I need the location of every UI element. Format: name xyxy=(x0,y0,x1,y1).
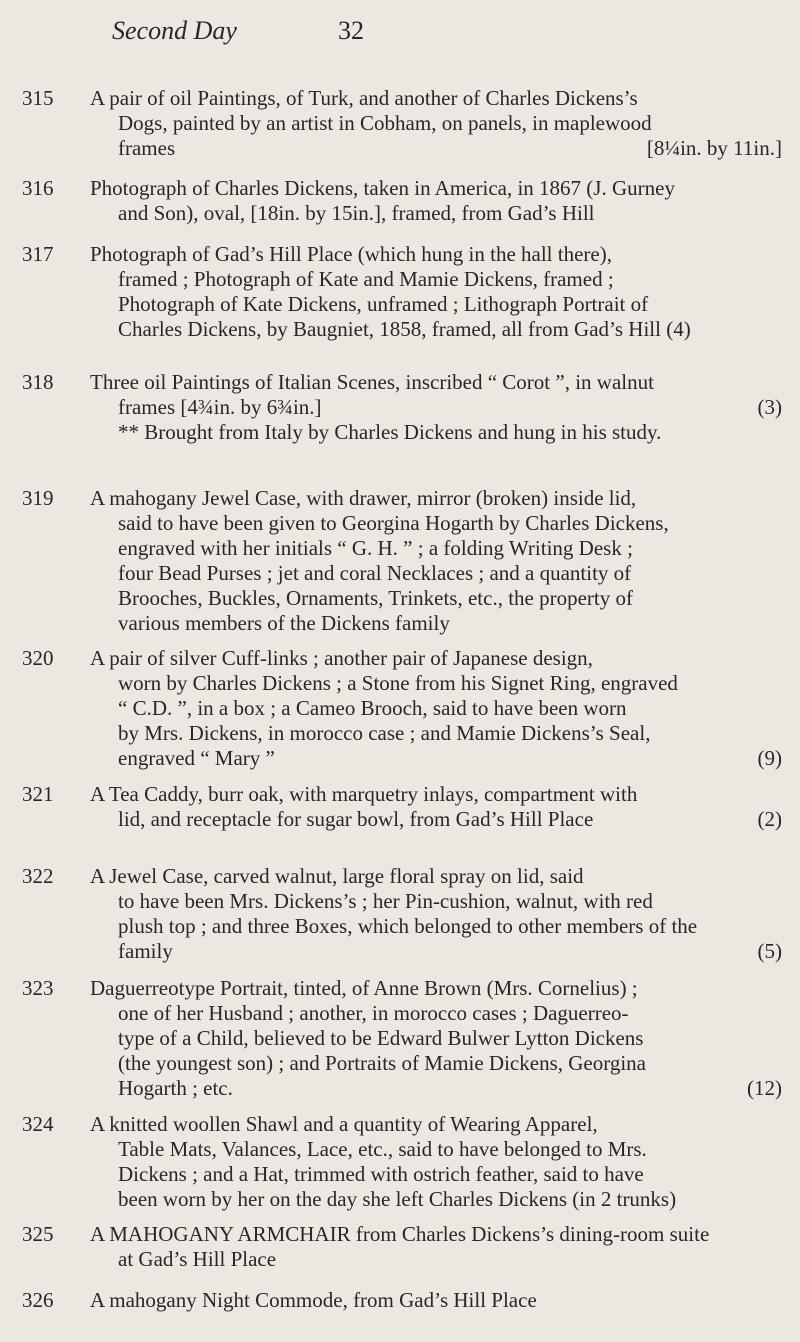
lot-continuation-line xyxy=(90,1162,782,1187)
lot-continuation-line xyxy=(90,536,782,561)
lot-number: 320 xyxy=(22,646,54,670)
lot-first-line: A Tea Caddy, burr oak, with marquetry inlays, compartment with xyxy=(90,782,638,806)
lot-number: 322 xyxy=(22,864,54,888)
lot-line-text: (the youngest son) ; and Portraits of Mamie Dickens, Georgina xyxy=(118,1051,647,1075)
lot-description xyxy=(90,1288,782,1313)
lot-continuation-line xyxy=(90,914,782,939)
lot-continuation-line xyxy=(90,939,782,964)
lot-line-text: engraved “ Mary ” xyxy=(118,746,275,770)
lot-first-line: A Jewel Case, carved walnut, large floral spray on lid, said xyxy=(90,864,584,888)
lot-entry xyxy=(22,1222,782,1272)
lot-line-text: at Gad’s Hill Place xyxy=(118,1247,277,1271)
lot-continuation-line xyxy=(90,511,782,536)
lot-first-line: A pair of silver Cuff-links ; another pair of Japanese design, xyxy=(90,646,593,670)
lot-continuation-line xyxy=(90,807,782,832)
lot-quantity: (3) xyxy=(757,395,782,419)
lot-first-line: A mahogany Night Commode, from Gad’s Hill Place xyxy=(90,1288,537,1312)
lot-line-text: Charles Dickens, by Baugniet, 1858, framed, all from Gad’s Hill (4) xyxy=(118,317,691,341)
lot-continuation-line xyxy=(90,746,782,771)
lot-first-line: A knitted woollen Shawl and a quantity of Wearing Apparel, xyxy=(90,1112,598,1136)
lot-line-text: been worn by her on the day she left Charles Dickens (in 2 trunks) xyxy=(118,1187,677,1211)
lot-line-text: “ C.D. ”, in a box ; a Cameo Brooch, said to have been worn xyxy=(118,696,627,720)
lot-continuation-line xyxy=(90,111,782,136)
lot-line-text: Dickens ; and a Hat, trimmed with ostrich feather, said to have xyxy=(118,1162,644,1186)
lot-line-text: by Mrs. Dickens, in morocco case ; and Mamie Dickens’s Seal, xyxy=(118,721,651,745)
lot-number: 324 xyxy=(22,1112,54,1136)
lot-entry xyxy=(22,176,782,226)
lot-quantity: (12) xyxy=(747,1076,782,1100)
lot-line-text: worn by Charles Dickens ; a Stone from his Signet Ring, engraved xyxy=(118,671,678,695)
lot-line-text: frames xyxy=(118,136,176,160)
lot-continuation-line xyxy=(90,395,782,420)
lot-line-text: Hogarth ; etc. xyxy=(118,1076,233,1100)
lot-number: 321 xyxy=(22,782,54,806)
lot-continuation-line xyxy=(90,561,782,586)
lot-first-line: Daguerreotype Portrait, tinted, of Anne Brown (Mrs. Cornelius) ; xyxy=(90,976,638,1000)
lot-description xyxy=(90,976,782,1101)
lot-continuation-line xyxy=(90,292,782,317)
lot-entry xyxy=(22,1288,782,1313)
lot-entry xyxy=(22,976,782,1101)
lot-first-line: A pair of oil Paintings, of Turk, and another of Charles Dickens’s xyxy=(90,86,638,110)
lot-continuation-line xyxy=(90,721,782,746)
lot-continuation-line xyxy=(90,1247,782,1272)
lot-entry xyxy=(22,486,782,636)
lot-line-text: and Son), oval, [18in. by 15in.], framed, from Gad’s Hill xyxy=(118,201,595,225)
lot-description xyxy=(90,370,782,445)
lot-entry xyxy=(22,646,782,771)
lot-first-line: A mahogany Jewel Case, with drawer, mirror (broken) inside lid, xyxy=(90,486,637,510)
lot-continuation-line xyxy=(90,889,782,914)
lot-description xyxy=(90,1222,782,1272)
lot-line-text: lid, and receptacle for sugar bowl, from Gad’s Hill Place xyxy=(118,807,594,831)
lot-continuation-line xyxy=(90,201,782,226)
lot-first-line: Photograph of Gad’s Hill Place (which hung in the hall there), xyxy=(90,242,612,266)
lot-continuation-line xyxy=(90,671,782,696)
lot-quantity: [8¼in. by 11in.] xyxy=(646,136,782,160)
lot-line-text: four Bead Purses ; jet and coral Necklaces ; and a quantity of xyxy=(118,561,632,585)
lot-description xyxy=(90,1112,782,1212)
lot-line-text: said to have been given to Georgina Hogarth by Charles Dickens, xyxy=(118,511,669,535)
lot-entry xyxy=(22,782,782,832)
lot-entry xyxy=(22,242,782,342)
lot-continuation-line xyxy=(90,1076,782,1101)
lot-continuation-line xyxy=(90,136,782,161)
lot-line-text: frames [4¾in. by 6¾in.] xyxy=(118,395,322,419)
lot-continuation-line xyxy=(90,317,782,342)
lot-number: 316 xyxy=(22,176,54,200)
lot-line-text: Photograph of Kate Dickens, unframed ; Lithograph Portrait of xyxy=(118,292,649,316)
lot-first-line: A MAHOGANY ARMCHAIR from Charles Dickens’s dining-room suite xyxy=(90,1222,710,1246)
lot-description xyxy=(90,242,782,342)
lot-description xyxy=(90,782,782,832)
lot-entry xyxy=(22,370,782,445)
lot-line-text: plush top ; and three Boxes, which belonged to other members of the xyxy=(118,914,698,938)
day-heading: Second Day xyxy=(112,16,237,45)
lot-description xyxy=(90,864,782,964)
lot-line-text: family xyxy=(118,939,173,963)
lot-line-text: Brooches, Buckles, Ornaments, Trinkets, etc., the property of xyxy=(118,586,633,610)
lot-description xyxy=(90,86,782,161)
lot-first-line: Three oil Paintings of Italian Scenes, inscribed “ Corot ”, in walnut xyxy=(90,370,654,394)
page-number: 32 xyxy=(338,16,364,45)
lot-continuation-line xyxy=(90,696,782,721)
lot-continuation-line xyxy=(90,267,782,292)
page-header xyxy=(22,0,782,64)
lot-line-text: one of her Husband ; another, in morocco cases ; Daguerreo- xyxy=(118,1001,629,1025)
lot-number: 317 xyxy=(22,242,54,266)
lot-continuation-line xyxy=(90,1001,782,1026)
lot-description xyxy=(90,646,782,771)
lot-number: 326 xyxy=(22,1288,54,1312)
lot-note: ** Brought from Italy by Charles Dickens and hung in his study. xyxy=(118,420,662,444)
lot-continuation-line xyxy=(90,586,782,611)
lot-quantity: (9) xyxy=(757,746,782,770)
lot-description xyxy=(90,486,782,636)
lot-line-text: Table Mats, Valances, Lace, etc., said to have belonged to Mrs. xyxy=(118,1137,647,1161)
lot-quantity: (5) xyxy=(757,939,782,963)
lot-continuation-line xyxy=(90,1187,782,1212)
lot-number: 325 xyxy=(22,1222,54,1246)
lot-continuation-line xyxy=(90,611,782,636)
lot-number: 318 xyxy=(22,370,54,394)
lot-entry xyxy=(22,1112,782,1212)
lot-entry xyxy=(22,86,782,161)
lot-entry xyxy=(22,864,782,964)
lot-line-text: engraved with her initials “ G. H. ” ; a folding Writing Desk ; xyxy=(118,536,633,560)
lot-line-text: Dogs, painted by an artist in Cobham, on panels, in maplewood xyxy=(118,111,652,135)
lot-number: 315 xyxy=(22,86,54,110)
lot-line-text: to have been Mrs. Dickens’s ; her Pin-cushion, walnut, with red xyxy=(118,889,653,913)
lot-continuation-line xyxy=(90,1137,782,1162)
lot-continuation-line xyxy=(90,1026,782,1051)
lot-description xyxy=(90,176,782,226)
lot-quantity: (2) xyxy=(757,807,782,831)
lot-first-line: Photograph of Charles Dickens, taken in America, in 1867 (J. Gurney xyxy=(90,176,675,200)
lot-line-text: framed ; Photograph of Kate and Mamie Dickens, framed ; xyxy=(118,267,614,291)
lot-number: 319 xyxy=(22,486,54,510)
lot-line-text: various members of the Dickens family xyxy=(118,611,450,635)
lot-line-text: type of a Child, believed to be Edward Bulwer Lytton Dickens xyxy=(118,1026,644,1050)
lot-number: 323 xyxy=(22,976,54,1000)
lot-continuation-line xyxy=(90,1051,782,1076)
